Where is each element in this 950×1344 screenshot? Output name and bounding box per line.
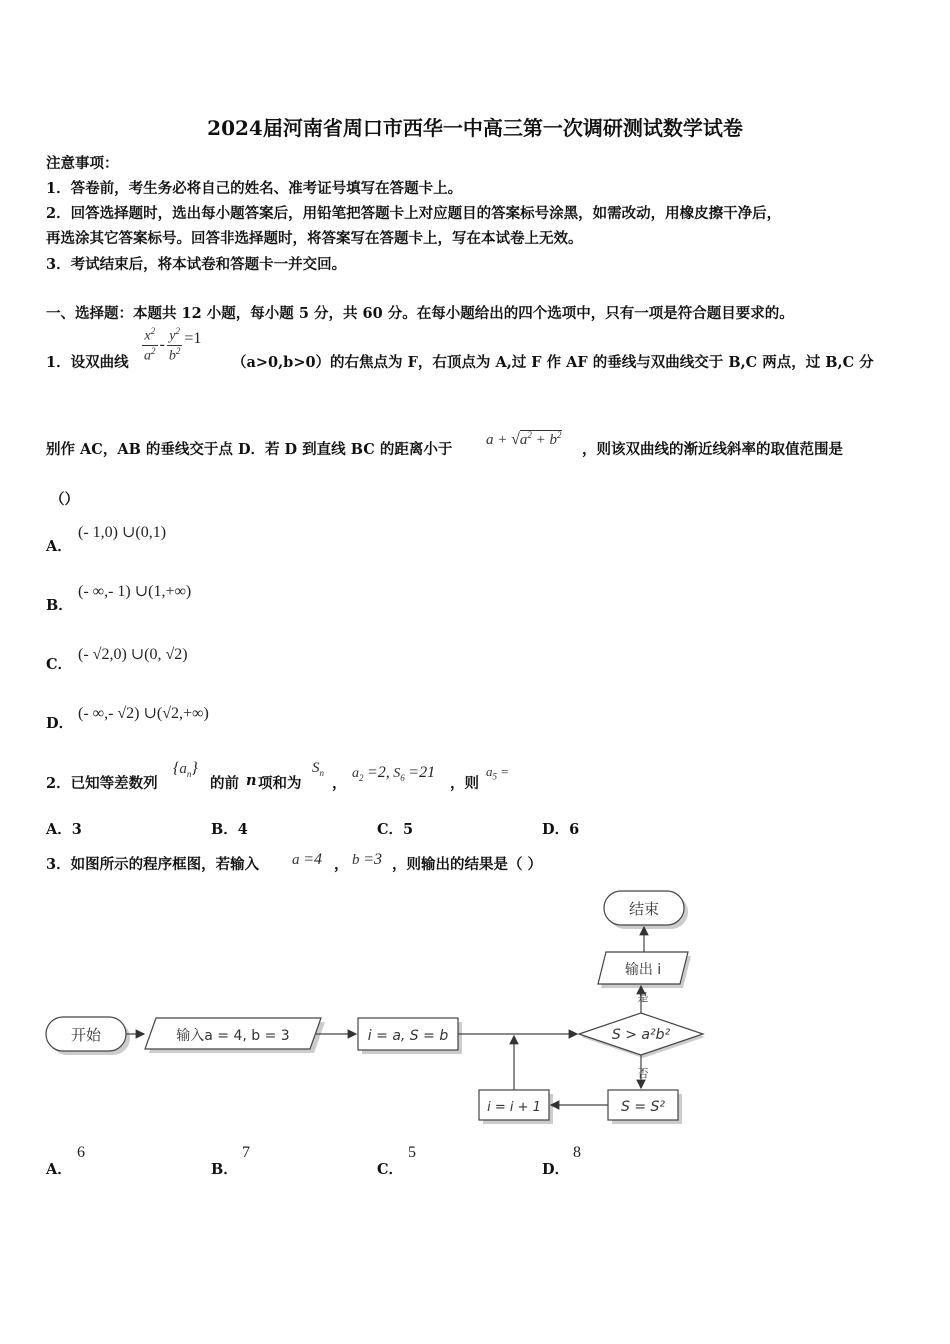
q2-sum-symbol: $S_n$ bbox=[312, 760, 324, 778]
q1-option-a-label: A． bbox=[46, 538, 72, 555]
flow-end-label: 结束 bbox=[628, 900, 660, 918]
q3-option-d-label: D． bbox=[542, 1161, 570, 1178]
q3-option-a-label: A． bbox=[46, 1161, 72, 1178]
q1-option-c-label: C． bbox=[46, 656, 73, 673]
flow-input-label: 输入a = 4, b = 3 bbox=[176, 1028, 290, 1044]
q2-option-c: C．5 bbox=[377, 821, 414, 838]
q3-end: ，则输出的结果是（ ） bbox=[392, 856, 543, 873]
q2-sequence-symbol: $\{a_n\}$ bbox=[173, 760, 198, 779]
q3-input-b: b =3 bbox=[352, 851, 383, 868]
notice-item-2: 2．回答选择题时，选出每小题答案后，用铅笔把答题卡上对应题目的答案标号涂黑，如需改动，用橡皮擦干净后， bbox=[46, 205, 782, 222]
notice-item-2-cont: 再选涂其它答案标号。回答非选择题时，将答案写在答题卡上，写在本试卷上无效。 bbox=[46, 230, 583, 247]
q2-mid-1: 的前 bbox=[210, 775, 239, 792]
flow-no-label: 否 bbox=[637, 1067, 649, 1080]
notice-item-1: 1．答卷前，考生务必将自己的姓名、准考证号填写在答题卡上。 bbox=[46, 180, 463, 197]
q1-answer-paren: （） bbox=[50, 491, 79, 508]
notice-item-3: 3．考试结束后，将本试卷和答题卡一并交回。 bbox=[46, 256, 347, 273]
flow-yes-label: 是 bbox=[637, 991, 649, 1004]
flow-square-label: S = S² bbox=[620, 1099, 666, 1115]
q3-option-b-value: 7 bbox=[242, 1144, 250, 1161]
q3-option-b-label: B． bbox=[211, 1161, 238, 1178]
q2-comma: ， bbox=[332, 775, 347, 792]
q1-line2-b: ，则该双曲线的渐近线斜率的取值范围是 bbox=[582, 441, 843, 458]
q3-option-a-value: 6 bbox=[77, 1144, 85, 1161]
q1-option-a: (- 1,0) ∪(0,1) bbox=[78, 524, 167, 541]
q3-option-c-label: C． bbox=[377, 1161, 404, 1178]
flow-start-label: 开始 bbox=[70, 1026, 102, 1044]
notice-heading: 注意事项： bbox=[46, 155, 119, 172]
q1-option-d: (- ∞,- √2) ∪(√2,+∞) bbox=[78, 705, 209, 722]
q2-option-a: A．3 bbox=[46, 821, 82, 838]
page-title: 2024届河南省周口市西华一中高三第一次调研测试数学试卷 bbox=[207, 116, 743, 140]
flow-decision-label: S > a²b² bbox=[611, 1027, 671, 1043]
q1-hyperbola-equation: $\frac{x^2}{a^2}$ - $\frac{y^2}{b^2}$ =1 bbox=[144, 326, 202, 364]
q2-lead: 2．已知等差数列 bbox=[46, 775, 158, 792]
q1-lead: 1．设双曲线 bbox=[46, 354, 129, 371]
q2-end: ，则 bbox=[450, 775, 479, 792]
q3-option-d-value: 8 bbox=[573, 1144, 581, 1161]
flow-output-label: 输出 i bbox=[624, 962, 662, 978]
q3-comma: ， bbox=[334, 856, 349, 873]
q1-distance-expr: $a + √a^2 + b^2$ bbox=[486, 430, 562, 448]
q2-n: n bbox=[246, 772, 257, 789]
q2-option-d: D．6 bbox=[542, 821, 580, 838]
q1-option-c: (- √2,0) ∪(0, √2) bbox=[78, 646, 188, 663]
q1-condition: （a>0,b>0）的右焦点为 F，右顶点为 A,过 F 作 AF 的垂线与双曲线交于 B,C 两点，过 B,C 分 bbox=[232, 354, 874, 371]
flow-assign-label: i = a, S = b bbox=[367, 1028, 449, 1044]
q3-flowchart bbox=[40, 880, 720, 1130]
q2-target: $a_5$ = bbox=[486, 764, 510, 782]
q1-option-b: (- ∞,- 1) ∪(1,+∞) bbox=[78, 583, 192, 600]
flow-inc-label: i = i + 1 bbox=[487, 1100, 541, 1115]
q3-lead: 3．如图所示的程序框图，若输入 bbox=[46, 856, 260, 873]
q1-option-d-label: D． bbox=[46, 715, 74, 732]
q2-option-b: B．4 bbox=[211, 821, 248, 838]
q3-input-a: a =4 bbox=[292, 851, 323, 868]
q3-option-c-value: 5 bbox=[408, 1144, 416, 1161]
section-heading: 一、选择题：本题共 12 小题，每小题 5 分，共 60 分。在每小题给出的四个选项中，只有一项是符合题目要求的。 bbox=[46, 305, 794, 322]
q1-line2-a: 别作 AC，AB 的垂线交于点 D．若 D 到直线 BC 的距离小于 bbox=[46, 441, 453, 458]
q2-given-values: $a_2 =2$, $S_6 =21$ bbox=[352, 764, 436, 783]
q2-mid-2: 项和为 bbox=[258, 775, 302, 792]
q1-option-b-label: B． bbox=[46, 597, 73, 614]
